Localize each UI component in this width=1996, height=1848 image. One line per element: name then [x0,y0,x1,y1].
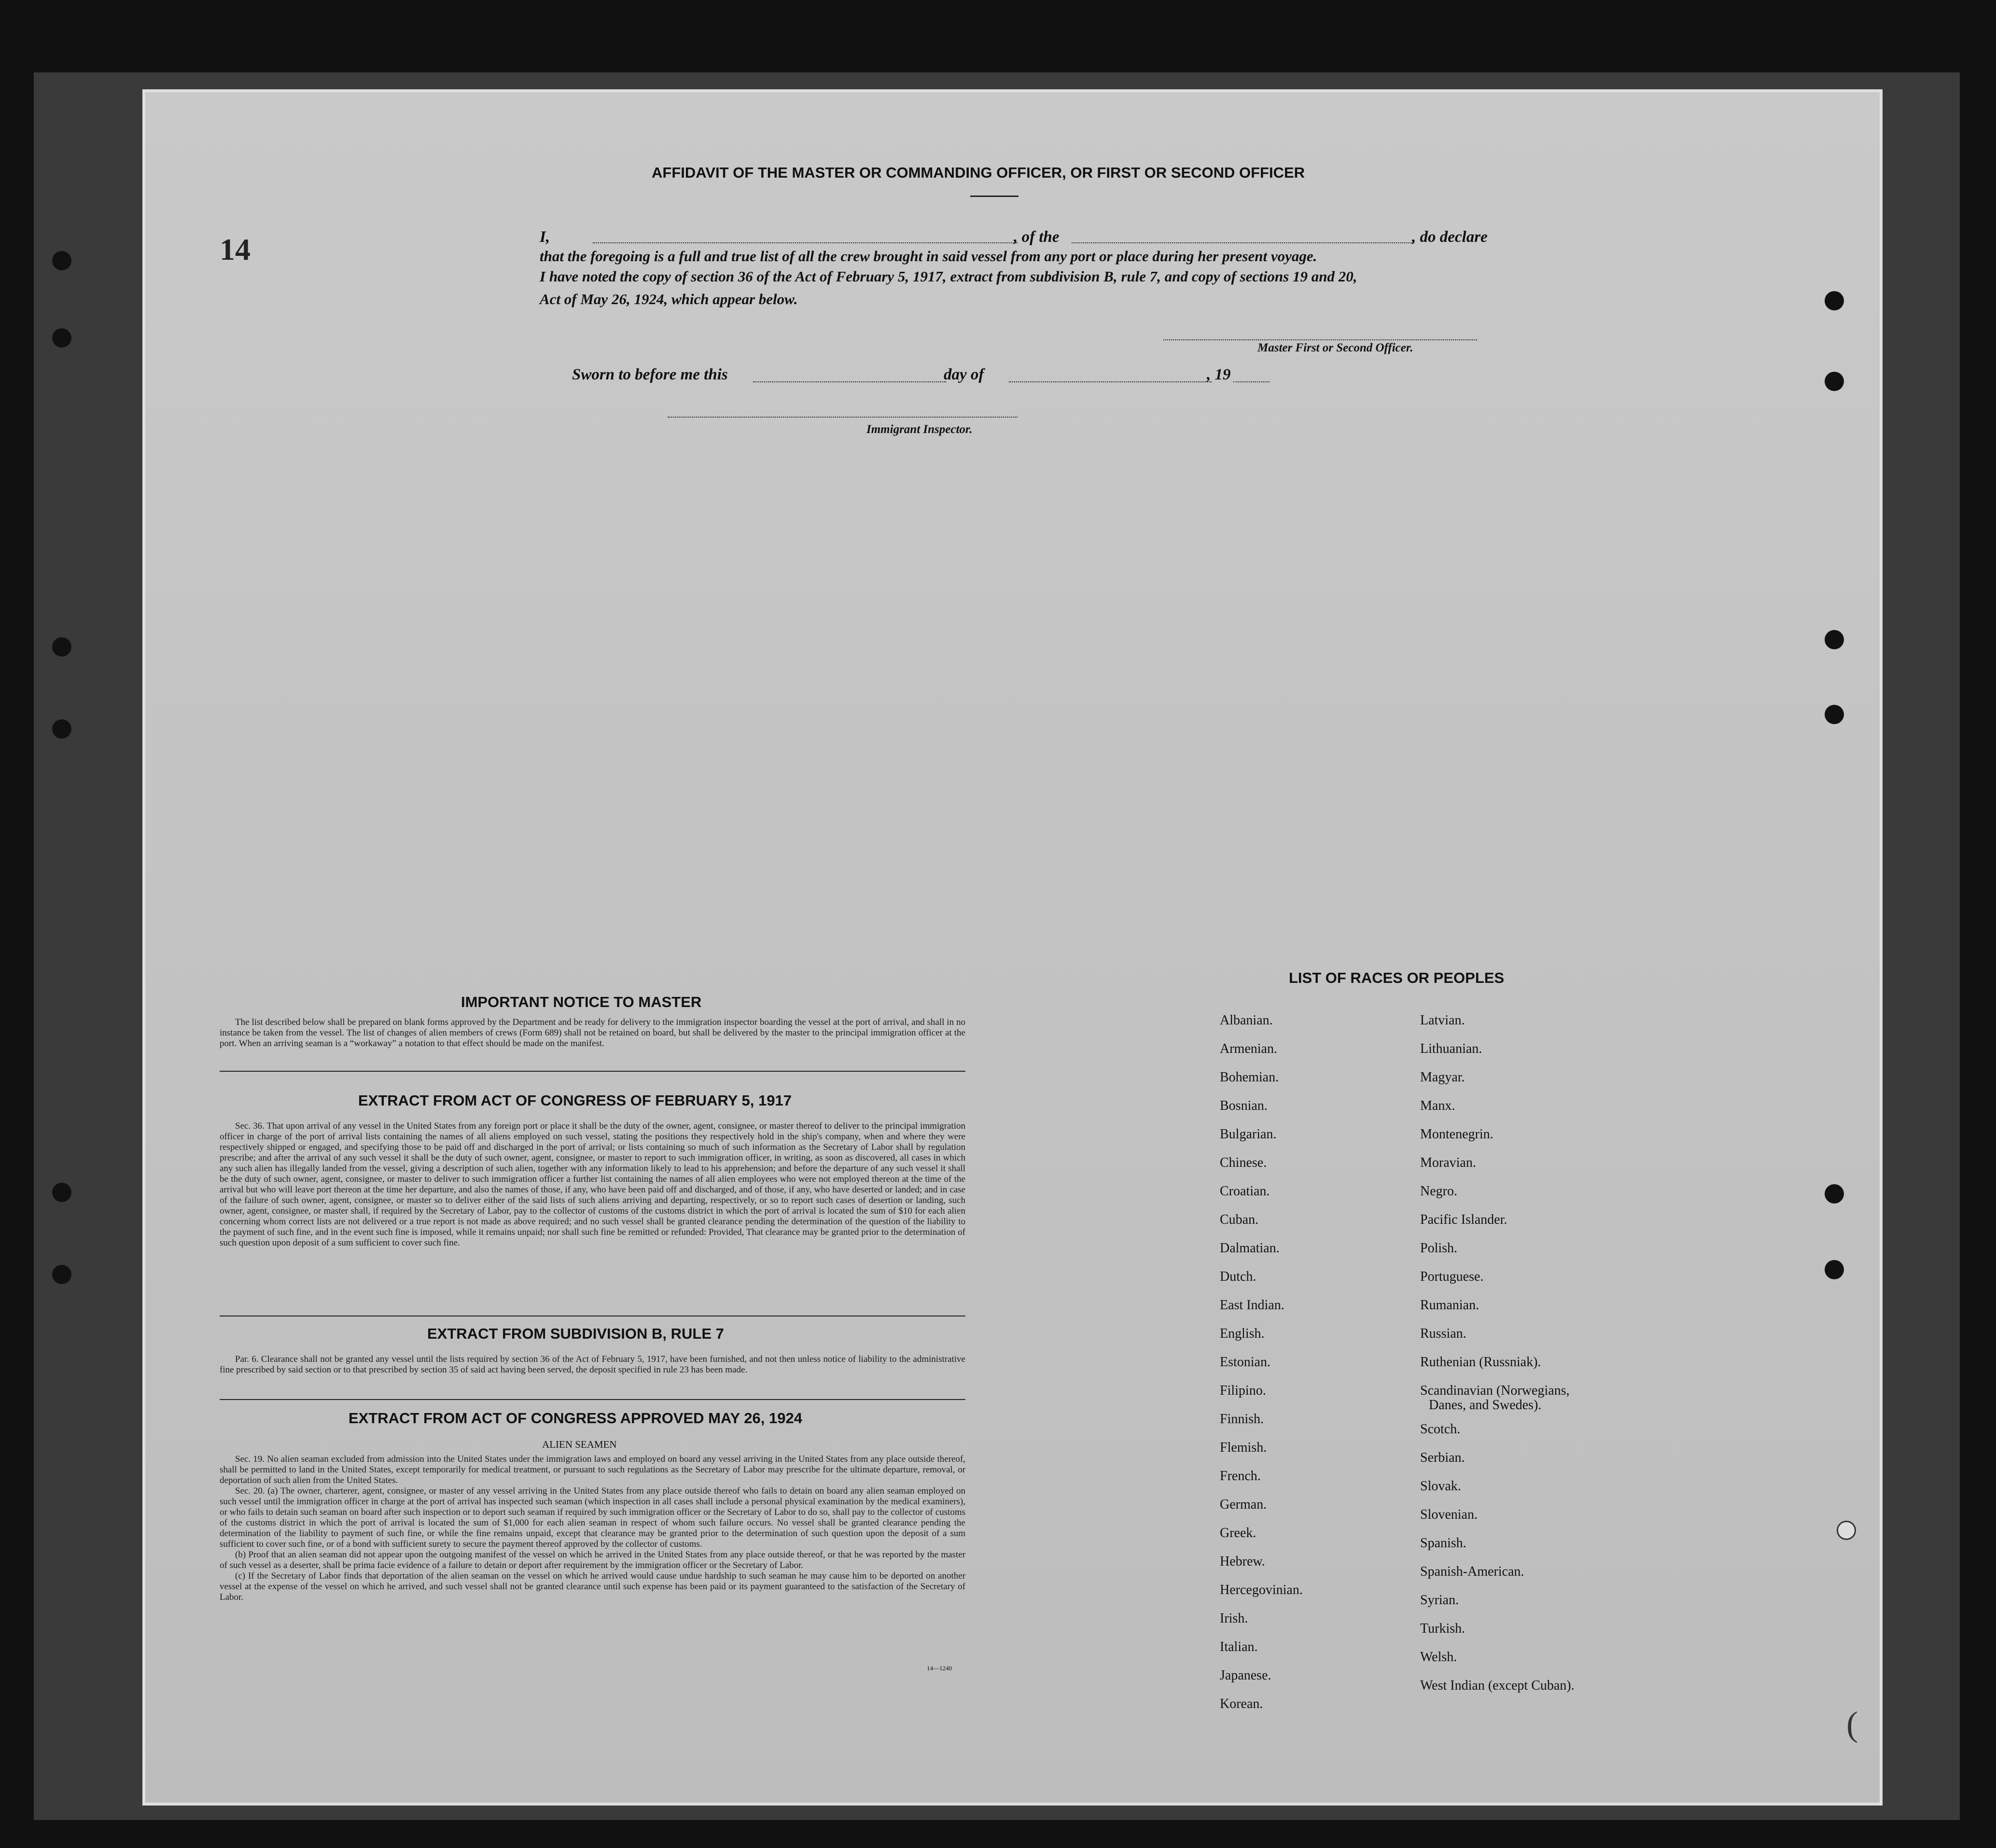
binder-hole-left-2 [52,328,71,348]
inspector-signature-line[interactable] [668,417,1018,418]
corner-mark: ( [1846,1705,1858,1743]
race-item: Manx. [1420,1098,1455,1113]
race-item: East Indian. [1220,1298,1284,1313]
race-item: Flemish. [1220,1440,1267,1455]
subdivision-b-body [220,1354,965,1375]
sworn-year-line[interactable] [1233,381,1270,382]
sworn-month-line[interactable] [1009,381,1212,382]
race-item: Hebrew. [1220,1554,1265,1569]
race-item: Estonian. [1220,1355,1270,1370]
name-field-line[interactable] [593,242,1018,243]
title-rule [970,196,1019,197]
race-item: Hercegovinian. [1220,1582,1303,1597]
sec20c-text: (c) If the Secretary of Labor finds that deportation of the alien seaman on the vessel on which he arrived would cause undue hardship to such seaman he may cause him to be deported on another vessel at the expense of the vessel on which he arrived, and such vessel shall not be granted clearance until such expense has been paid or its payment guaranteed to the satisfaction of the Secretary of Labor. [220,1571,965,1602]
race-item: German. [1220,1497,1267,1512]
race-item: Ruthenian (Russniak). [1420,1355,1541,1370]
sec36-text: Sec. 36. That upon arrival of any vessel in the United States from any foreign port or place it shall be the duty of the owner, agent, consignee, or master thereof to deliver to the principal immigration officer in charge of the port of arrival lists containing the names of all aliens employed on such vessel, stating the positions they respectively hold in the ship's company, when and where they were respectively shipped or engaged, and specifying those to be paid off and discharged in the port of arrival; or lists containing so much of such information as the Secretary of Labor shall by regulation prescribe; and after the arrival of any such vessel it shall be the duty of such owner, agent, consignee, or master to report to such immigration officer, in writing, as soon as discovered, all cases in which any such alien has illegally landed from the vessel, giving a description of such alien, together with any information likely to lead to his apprehension; and before the departure of any such vessel it shall be the duty of such owner, agent, consignee, or master to deliver to such immigration officer a further list containing the names of all alien employees who were not employed thereon at the time of the arrival but who will leave port thereon at the time her departure, and also the names of those, if any, who have been paid off and discharged, and of those, if any, who have deserted or landed; and in case of the failure of such owner, agent, consignee, or master so to deliver either of the said lists of such aliens arriving and departing, respectively, or so to report such cases of desertion or landing, such owner, agent, consignee, or master shall, if required by the Secretary of Labor, pay to the collector of customs of the customs district in which the port of arrival is located the sum of $10 for each alien concerning whom correct lists are not delivered or a true report is not made as above required; and no such vessel shall be granted clearance pending the determination of the question of the liability to the payment of such fine, and in the event such fine is imposed, while it remains unpaid; nor shall such fine be remitted or refunded: Provided, That clearance may be granted prior to the determination of such question upon deposit of a sum sufficient to cover such fine. [220,1121,965,1248]
race-item: Dutch. [1220,1269,1256,1284]
race-item: Syrian. [1420,1593,1459,1608]
master-signature-line[interactable] [1163,339,1477,340]
sec19-text: Sec. 19. No alien seaman excluded from admission into the United States under the immigration laws and employed on board any vessel arriving in the United States from any place outside thereof, shall be permitted to land in the United States, except temporarily for medical treatment, or pursuant to such regulations as the Secretary of Labor may prescribe for the ultimate departure, removal, or deportation of such alien from the United States. [220,1454,965,1485]
race-item: Magyar. [1420,1070,1465,1085]
race-item: Japanese. [1220,1668,1271,1683]
binder-hole-right-5 [1825,1184,1844,1204]
race-item: Montenegrin. [1420,1127,1494,1142]
par6-text: Par. 6. Clearance shall not be granted any vessel until the lists required by section 36 of the Act of February 5, 1917, have been furnished, and not then unless notice of liability to the administrative fine prescribed by said section or to that prescribed by section 35 of said act having been served, the deposit specified in rule 23 has been made. [220,1354,965,1375]
race-item: Turkish. [1420,1621,1466,1636]
binder-hole-right-1 [1825,291,1844,310]
race-item: Filipino. [1220,1383,1266,1398]
race-item: Italian. [1220,1639,1258,1654]
race-item: Serbian. [1420,1450,1465,1465]
sworn-year-prefix: , 19 [1207,366,1231,383]
race-item: Portuguese. [1420,1269,1484,1284]
notice-title: IMPORTANT NOTICE TO MASTER [461,994,702,1010]
extract-1924-title: EXTRACT FROM ACT OF CONGRESS APPROVED MAY 26, 1924 [349,1410,802,1427]
affidavit-line-4: Act of May 26, 1924, which appear below. [540,291,798,308]
race-item: Slovak. [1420,1479,1461,1494]
race-item: Scotch. [1420,1422,1461,1437]
extract-1917-body [220,1121,965,1248]
race-item: Danes, and Swedes). [1429,1398,1542,1413]
affidavit-do-declare: , do declare [1412,228,1488,246]
margin-mark: 14 [220,232,251,266]
race-item: Korean. [1220,1696,1263,1711]
binder-hole-right-6 [1825,1260,1844,1279]
binder-hole-right-2 [1825,372,1844,391]
affidavit-line-2: that the foregoing is a full and true list of all the crew brought in said vessel from any port or place during her present voyage. [540,248,1317,265]
race-item: Lithuanian. [1420,1041,1482,1056]
race-item: Welsh. [1420,1650,1457,1665]
race-item: Bosnian. [1220,1098,1268,1113]
races-right-column [1420,1014,1575,1708]
inspector-label: Immigrant Inspector. [866,423,973,436]
affidavit-i-label: I, [540,228,550,246]
affidavit-title: AFFIDAVIT OF THE MASTER OR COMMANDING OFFICER, OR FIRST OR SECOND OFFICER [652,164,1305,181]
affidavit-line-3: I have noted the copy of section 36 of the Act of February 5, 1917, extract from subdivision B, rule 7, and copy of sections 19 and 20, [540,268,1357,285]
binder-hole-right-7 [1837,1521,1856,1540]
race-item: Croatian. [1220,1184,1270,1199]
sworn-prefix: Sworn to before me this [572,366,728,383]
race-item: Rumanian. [1420,1298,1480,1313]
race-item: Chinese. [1220,1155,1267,1170]
race-item: Bohemian. [1220,1070,1279,1085]
race-item: West Indian (except Cuban). [1420,1678,1575,1693]
race-item: Albanian. [1220,1013,1273,1028]
race-item: Slovenian. [1420,1507,1478,1522]
races-list [1220,1014,1630,1728]
binder-hole-right-3 [1825,630,1844,649]
race-item: Greek. [1220,1526,1256,1540]
race-item: Russian. [1420,1326,1466,1341]
extract-1924-body [220,1454,965,1603]
race-item: Negro. [1420,1184,1457,1199]
affidavit-of-the: , of the [1014,228,1060,246]
sworn-day-of: day of [944,366,984,383]
binder-hole-left-5 [52,1183,71,1202]
race-item: Irish. [1220,1611,1248,1626]
sec20a-text: Sec. 20. (a) The owner, charterer, agent, consignee, or master of any vessel arriving in the United States from any place outside thereof who fails to detain on board any alien seaman employed on such vessel until the immigration officer in charge at the port of arrival has inspected such seaman (which inspection in all cases shall include a personal physical examination by the medical examiners), or who fails to detain such seaman on board after such inspection or to deport such seaman if required by such immigration officer or the Secretary of Labor to do so, shall pay to the collector of customs of the customs district in which the port of arrival is located the sum of $1,000 for each alien seaman in respect of whom such failure occurs. No vessel shall be granted clearance pending the determination of the liability to payment of such fine, or while the fine remains unpaid, except that clearance may be granted prior to the determination of such question upon the deposit of a sum sufficient to cover such fine, or of a bond with sufficient surety to secure the payment thereof approved by the collector of customs. [220,1486,965,1549]
sworn-day-line[interactable] [753,381,946,382]
form-number: 14—1240 [927,1665,952,1672]
sec20b-text: (b) Proof that an alien seaman did not appear upon the outgoing manifest of the vessel on which he arrived in the United States from any place outside thereof, or that he was reported by the master of such vessel as a deserter, shall be prima facie evidence of a failure to detain or deport after requirement by the immigration officer or the Secretary of Labor. [220,1550,965,1570]
race-item: French. [1220,1469,1261,1484]
races-title: LIST OF RACES OR PEOPLES [1289,969,1505,986]
race-item: Polish. [1420,1241,1458,1256]
race-item: Moravian. [1420,1155,1476,1170]
binder-hole-left-1 [52,251,71,270]
race-item: Scandinavian (Norwegians, [1420,1383,1570,1398]
race-item: Dalmatian. [1220,1241,1280,1256]
races-left-column [1220,1014,1303,1726]
notice-rule [220,1071,965,1072]
subdivision-b-rule [220,1399,965,1400]
notice-text: The list described below shall be prepared on blank forms approved by the Department and be ready for delivery to the immigration inspector boarding the vessel at the port of arrival, and shall in no instance be taken from the vessel. The list of changes of alien members of crews (Form 689) shall not be retained on board, but shall be delivered by the master to the principal immigration officer at the port. When an arriving seaman is a “workaway” a notation to that effect should be made on the manifest. [220,1017,965,1049]
race-item: Spanish. [1420,1536,1466,1551]
binder-hole-right-4 [1825,705,1844,724]
race-item: Pacific Islander. [1420,1212,1507,1227]
binder-hole-left-4 [52,719,71,739]
vessel-field-line[interactable] [1072,242,1414,243]
race-item: Latvian. [1420,1013,1465,1028]
race-item: Bulgarian. [1220,1127,1277,1142]
race-item: Spanish-American. [1420,1564,1524,1579]
binder-hole-left-6 [52,1265,71,1284]
subdivision-b-title: EXTRACT FROM SUBDIVISION B, RULE 7 [427,1325,724,1342]
extract-1917-title: EXTRACT FROM ACT OF CONGRESS OF FEBRUARY 5, 1917 [358,1092,792,1109]
alien-seamen-subtitle: ALIEN SEAMEN [542,1439,617,1450]
master-label: Master First or Second Officer. [1257,341,1413,354]
race-item: Finnish. [1220,1412,1264,1427]
race-item: Armenian. [1220,1041,1277,1056]
notice-body [220,1017,965,1049]
binder-hole-left-3 [52,637,71,657]
race-item: Cuban. [1220,1212,1259,1227]
race-item: English. [1220,1326,1265,1341]
